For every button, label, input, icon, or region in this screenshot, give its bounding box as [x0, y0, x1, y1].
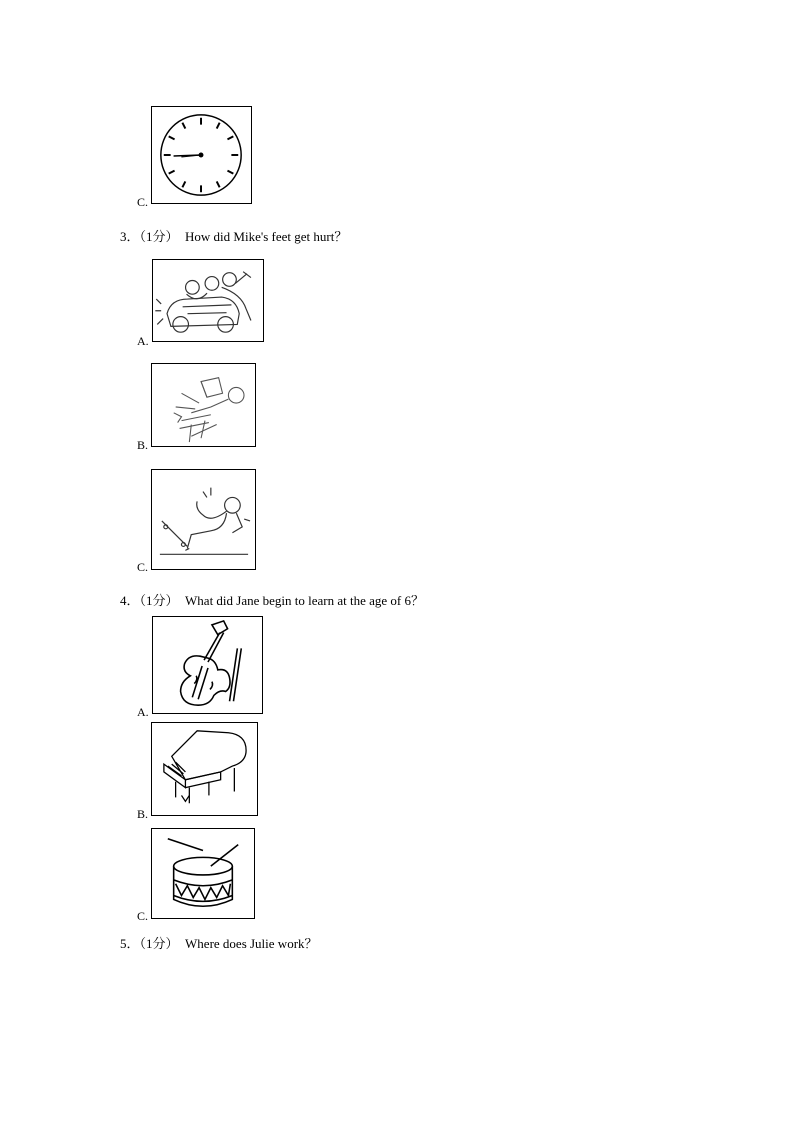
- clock-icon: [152, 107, 251, 203]
- piano-icon: [152, 723, 257, 815]
- question-text: What did Jane begin to learn at the age of 6？: [185, 593, 425, 608]
- clock-image: [151, 106, 252, 204]
- piano-image: [151, 722, 258, 816]
- skateboard-fall-icon: [152, 470, 255, 569]
- drum-image: [151, 828, 255, 919]
- q4-option-b-label: B.: [137, 807, 149, 821]
- q4-option-a-label: A.: [137, 705, 149, 719]
- violin-image: [152, 616, 263, 714]
- question-number: 4．: [120, 593, 140, 608]
- question-score: （1分）: [139, 593, 179, 608]
- q2-option-c-label: C.: [137, 195, 149, 209]
- fall-image: [151, 363, 256, 447]
- falling-person-icon: [152, 364, 255, 446]
- question-4: [120, 593, 424, 609]
- question-number: 3．: [120, 229, 140, 244]
- question-score: （1分）: [139, 229, 179, 244]
- question-5: [120, 936, 318, 952]
- question-text: Where does Julie work？: [185, 936, 318, 951]
- car-accident-icon: [153, 260, 263, 341]
- violin-icon: [153, 617, 262, 713]
- question-3: [120, 229, 347, 245]
- q3-option-c-label: C.: [137, 560, 149, 574]
- question-number: 5．: [120, 936, 140, 951]
- drum-icon: [152, 829, 254, 918]
- question-score: （1分）: [139, 936, 179, 951]
- q4-option-c-label: C.: [137, 909, 149, 923]
- q3-option-a-label: A.: [137, 334, 149, 348]
- question-text: How did Mike's feet get hurt？: [185, 229, 348, 244]
- car-accident-image: [152, 259, 264, 342]
- skateboard-fall-image: [151, 469, 256, 570]
- q3-option-b-label: B.: [137, 438, 149, 452]
